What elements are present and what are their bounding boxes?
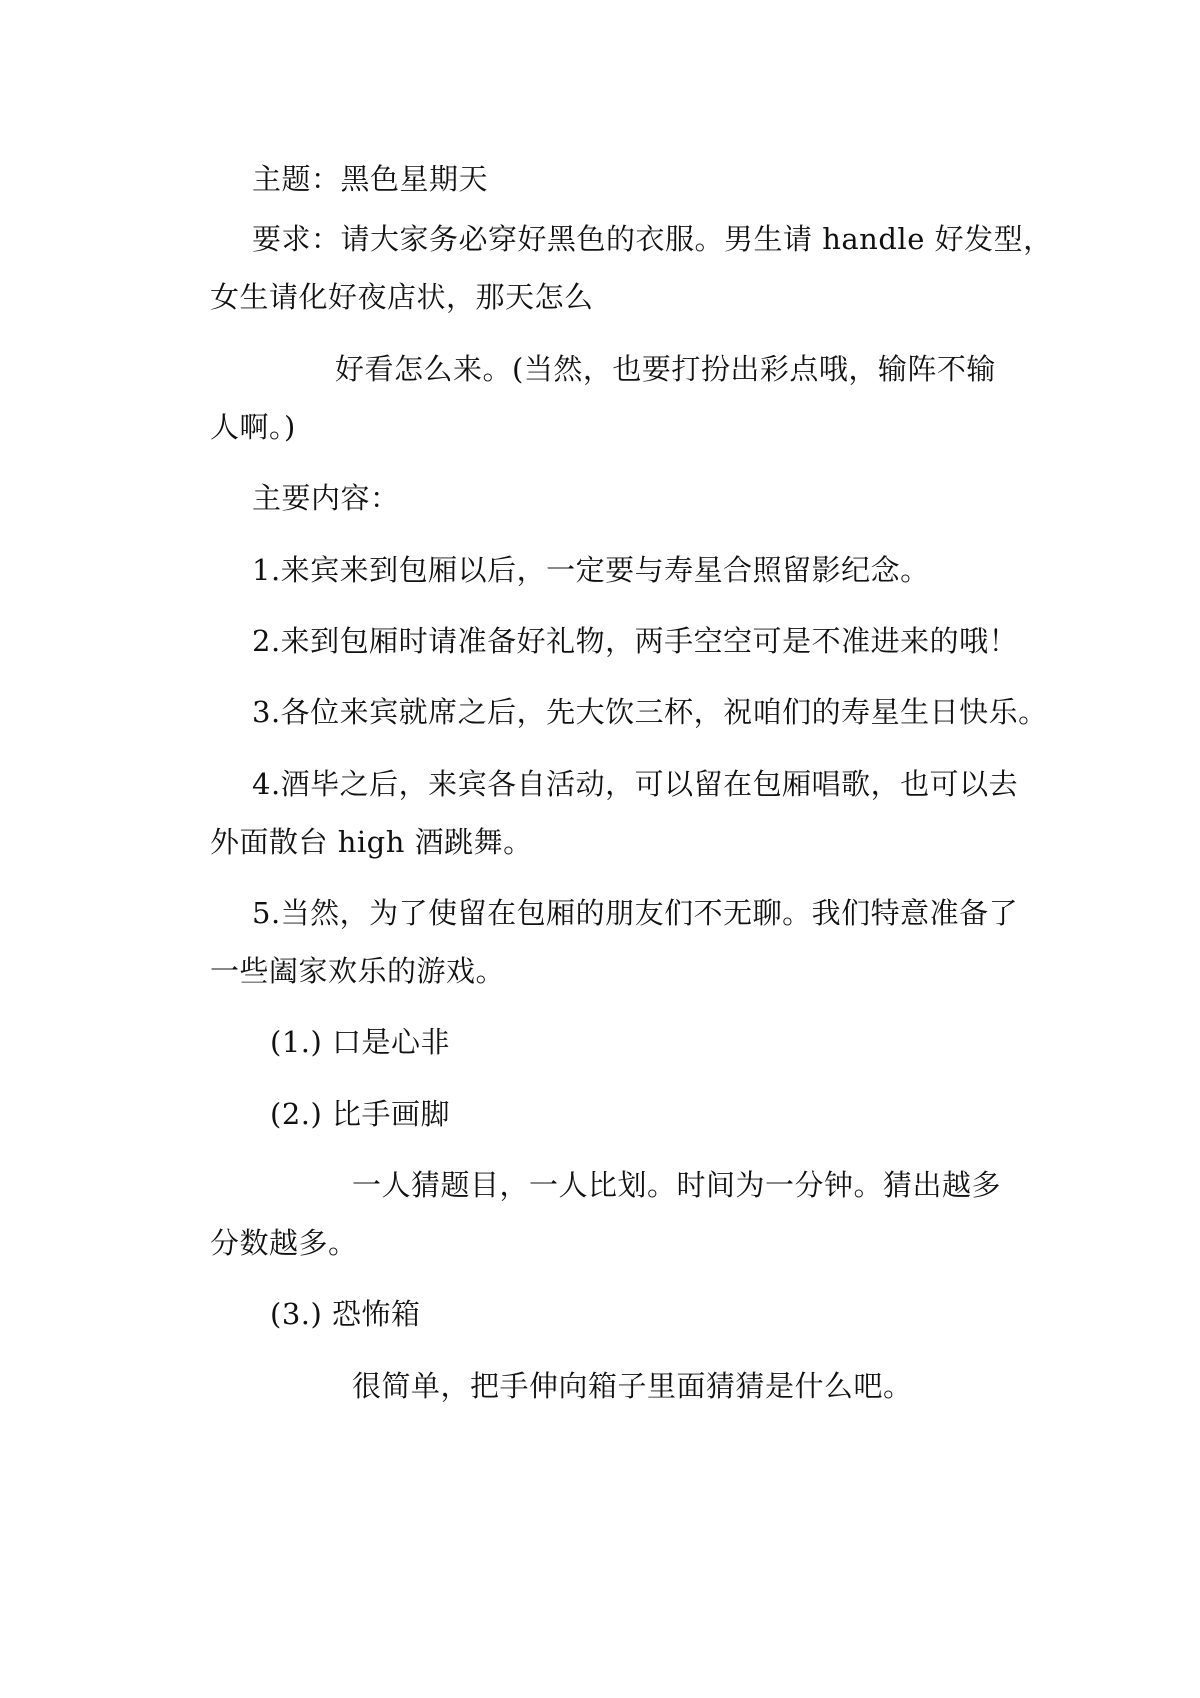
requirement-line-4: 人啊。) (210, 410, 296, 444)
list-item-5-line-1: 5.当然，为了使留在包厢的朋友们不无聊。我们特意准备了 (252, 896, 1019, 930)
requirement-line-2: 女生请化好夜店状，那天怎么 (210, 280, 594, 314)
requirement-line-3: 好看怎么来。(当然，也要打扮出彩点哦，输阵不输 (335, 352, 996, 386)
list-item-1: 1.来宾来到包厢以后，一定要与寿星合照留影纪念。 (252, 553, 930, 587)
list-item-2: 2.来到包厢时请准备好礼物，两手空空可是不准进来的哦！ (252, 624, 1019, 658)
list-item-3: 3.各位来宾就席之后，先大饮三杯，祝咱们的寿星生日快乐。 (252, 695, 1048, 729)
game-2-desc-line-1: 一人猜题目，一人比划。时间为一分钟。猜出越多 (352, 1168, 1002, 1202)
requirement-line-1: 要求：请大家务必穿好黑色的衣服。男生请 handle 好发型， (252, 222, 1053, 256)
list-item-5-line-2: 一些阖家欢乐的游戏。 (210, 954, 506, 988)
game-1: (1.) 口是心非 (270, 1025, 451, 1059)
game-2-desc-line-2: 分数越多。 (210, 1226, 358, 1260)
theme-line: 主题：黑色星期天 (252, 162, 489, 196)
list-item-4-line-1: 4.酒毕之后，来宾各自活动，可以留在包厢唱歌，也可以去 (252, 767, 1019, 801)
game-3-desc: 很简单，把手伸向箱子里面猜猜是什么吧。 (352, 1369, 913, 1403)
game-2: (2.) 比手画脚 (270, 1097, 451, 1131)
list-item-4-line-2: 外面散台 high 酒跳舞。 (210, 825, 533, 859)
main-content-heading: 主要内容： (252, 481, 400, 515)
game-3: (3.) 恐怖箱 (270, 1297, 421, 1331)
